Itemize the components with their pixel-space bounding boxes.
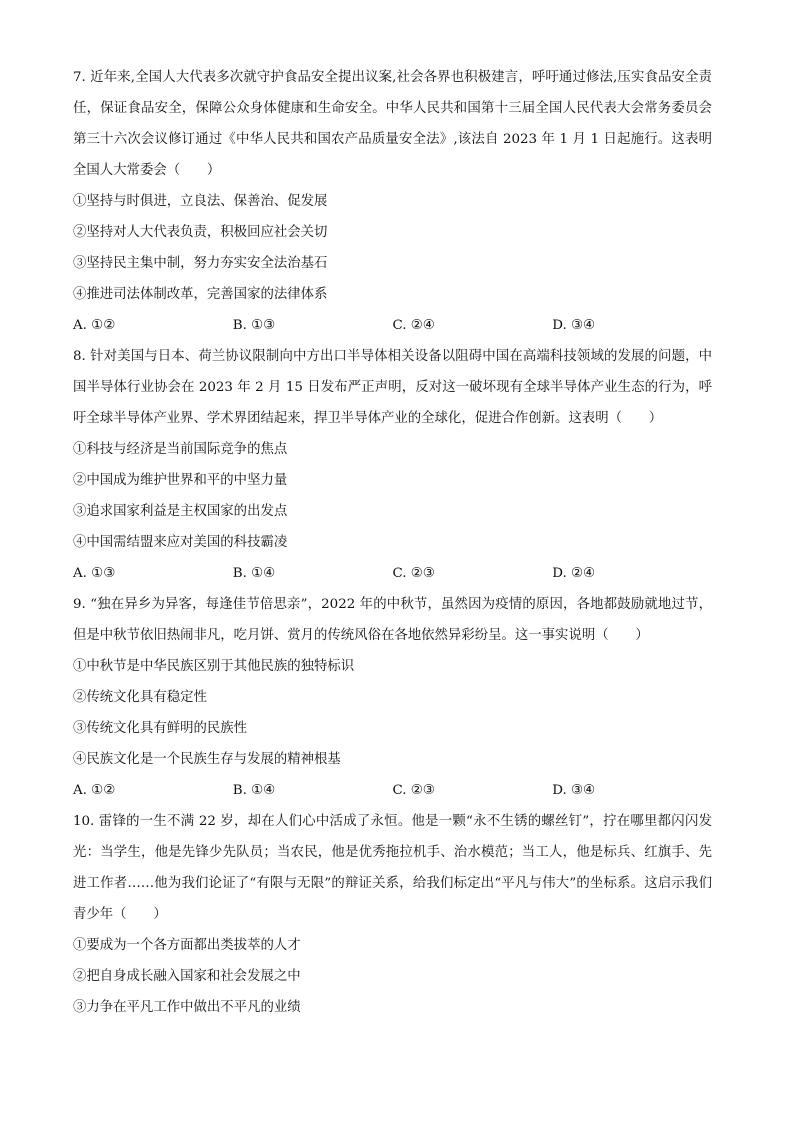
statement-option: ③力争在平凡工作中做出不平凡的业绩 bbox=[73, 1000, 301, 1015]
question-9 bbox=[73, 589, 712, 806]
question-10 bbox=[73, 806, 712, 1023]
statement-option: ①中秋节是中华民族区别于其他民族的独特标识 bbox=[73, 659, 355, 674]
answer-choices bbox=[73, 310, 712, 341]
statement-option: ①科技与经济是当前国际竞争的焦点 bbox=[73, 442, 288, 457]
choice-a: A. ①③ bbox=[73, 566, 116, 581]
question-8 bbox=[73, 341, 712, 589]
statement-option: ④中国需结盟来应对美国的科技霸凌 bbox=[73, 535, 288, 550]
choice-a: A. ①② bbox=[73, 783, 116, 798]
question-stem: 10. 雷锋的一生不满 22 岁，却在人们心中活成了永恒。他是一颗“永不生锈的螺丝钉”，拧在哪里都闪闪发光：当学生，他是先锋少先队员；当农民，他是优秀拖拉机手、治水模范；当工人，他是标兵、红旗手、先进工作者……他为我们论证了“有限与无限”的辩证关系，给我们标定出“平凡与伟大”的坐标系。这启示我们青少年（ ） bbox=[73, 814, 712, 922]
statement-option: ③坚持民主集中制，努力夯实安全法治基石 bbox=[73, 256, 328, 271]
question-stem: 8. 针对美国与日本、荷兰协议限制向中方出口半导体相关设备以阻碍中国在高端科技领域的发展的问题，中国半导体行业协会在 2023 年 2 月 15 日发布严正声明，反对这一破坏现有全球半导体产业生态的行为，呼吁全球半导体产业界、学术界团结起来，捍卫半导体产业的全球化，促进合作创新。这表明（ ） bbox=[73, 349, 712, 426]
question-stem: 9. “独在异乡为异客，每逢佳节倍思亲”，2022 年的中秋节，虽然因为疫情的原因，各地都鼓励就地过节，但是中秋节依旧热闹非凡，吃月饼、赏月的传统风俗在各地依然异彩纷呈。这一事实说明（ ） bbox=[73, 597, 712, 643]
choice-d: D. ③④ bbox=[552, 318, 596, 333]
answer-choices bbox=[73, 775, 712, 806]
choice-c: C. ②③ bbox=[392, 783, 435, 798]
statement-option: ①坚持与时俱进，立良法、保善治、促发展 bbox=[73, 194, 328, 209]
statement-option: ②中国成为维护世界和平的中坚力量 bbox=[73, 473, 288, 488]
choice-b: B. ①④ bbox=[232, 566, 276, 581]
choice-c: C. ②④ bbox=[392, 318, 435, 333]
statement-option: ③传统文化具有鲜明的民族性 bbox=[73, 721, 248, 736]
statement-option: ②坚持对人大代表负责，积极回应社会关切 bbox=[73, 225, 328, 240]
question-7 bbox=[73, 62, 712, 341]
choice-c: C. ②③ bbox=[392, 566, 435, 581]
choice-d: D. ②④ bbox=[552, 566, 596, 581]
answer-choices bbox=[73, 558, 712, 589]
choice-b: B. ①③ bbox=[232, 318, 276, 333]
choice-b: B. ①④ bbox=[232, 783, 276, 798]
statement-option: ④民族文化是一个民族生存与发展的精神根基 bbox=[73, 752, 341, 767]
statement-option: ③追求国家利益是主权国家的出发点 bbox=[73, 504, 288, 519]
question-stem: 7. 近年来,全国人大代表多次就守护食品安全提出议案,社会各界也积极建言，呼吁通过修法,压实食品安全责任，保证食品安全，保障公众身体健康和生命安全。中华人民共和国第十三届全国人民代表大会常务委员会第三十六次会议修订通过《中华人民共和国农产品质量安全法》,该法自 2023 年 1 月 1 日起施行。这表明全国人大常委会（ ） bbox=[73, 70, 712, 178]
statement-option: ①要成为一个各方面都出类拔萃的人才 bbox=[73, 938, 301, 953]
choice-a: A. ①② bbox=[73, 318, 116, 333]
statement-option: ②传统文化具有稳定性 bbox=[73, 690, 207, 705]
statement-option: ②把自身成长融入国家和社会发展之中 bbox=[73, 969, 301, 984]
choice-d: D. ③④ bbox=[552, 783, 596, 798]
statement-option: ④推进司法体制改革，完善国家的法律体系 bbox=[73, 287, 328, 302]
